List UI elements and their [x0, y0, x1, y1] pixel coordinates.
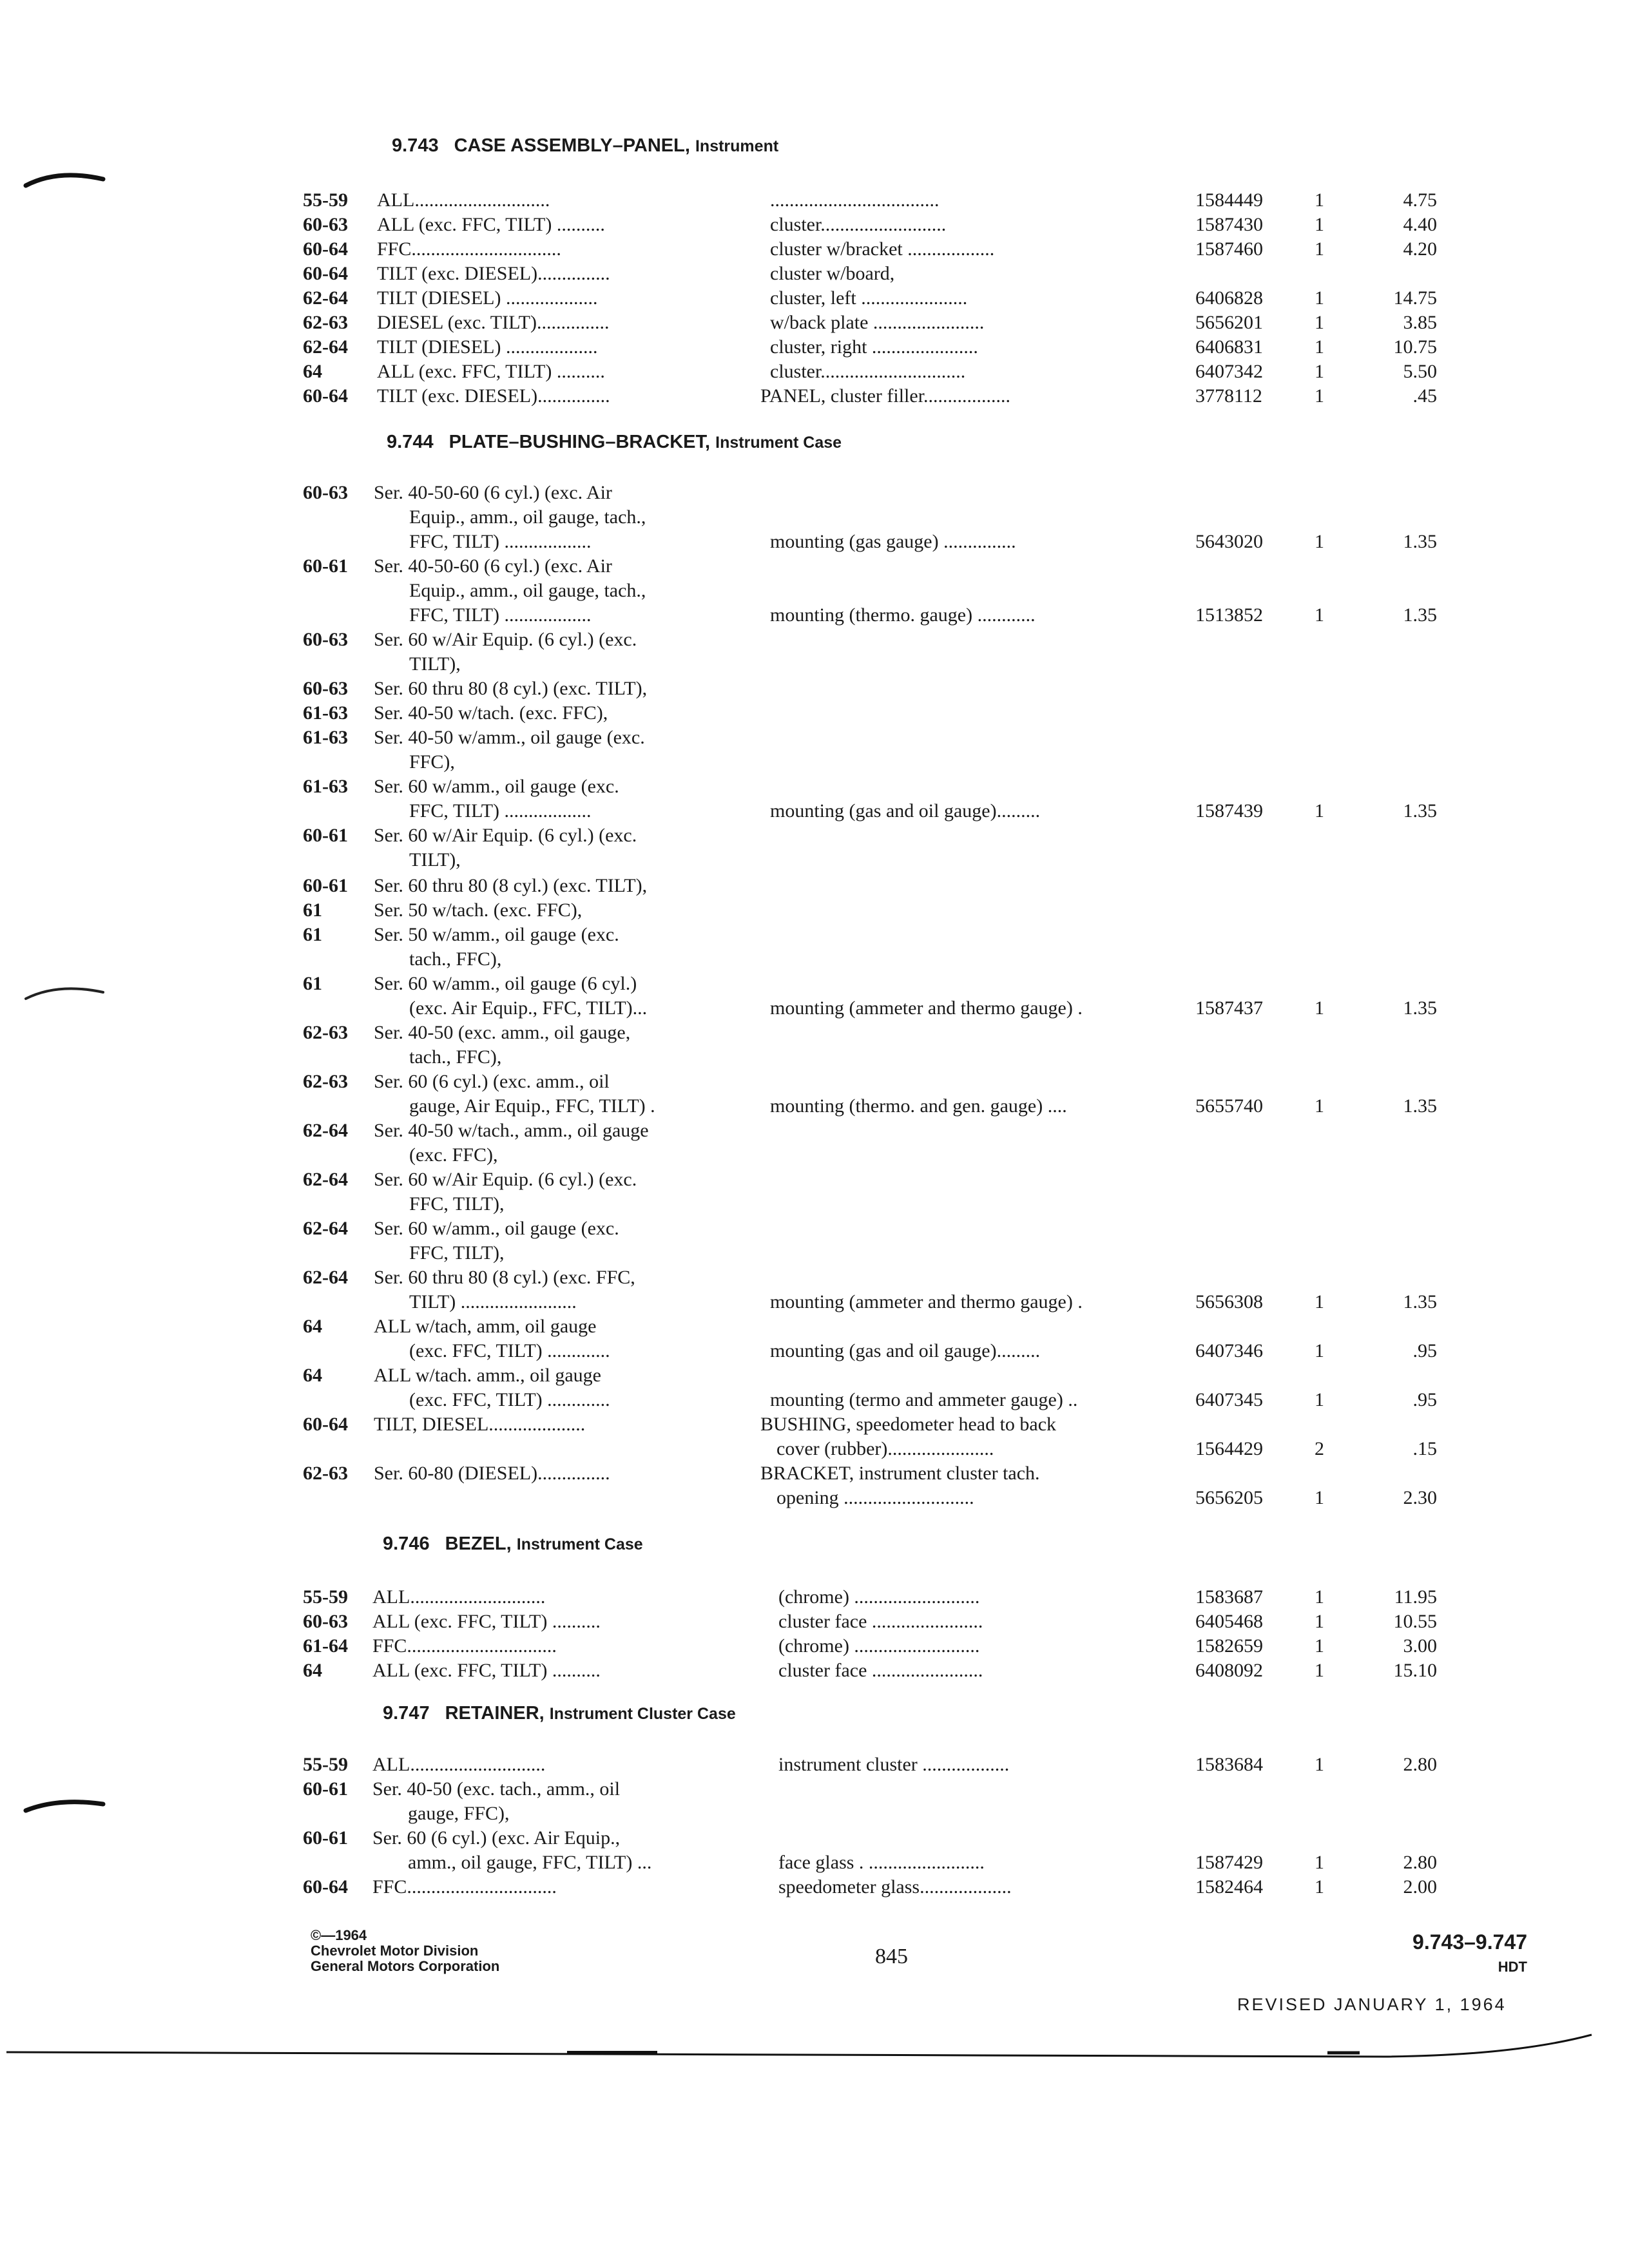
model-years: 62-64 — [303, 1120, 348, 1141]
application: Ser. 60 w/amm., oil gauge (exc. — [374, 1218, 619, 1239]
part-number: 5656308 — [1195, 1291, 1263, 1312]
quantity: 1 — [1315, 189, 1324, 211]
section-title: PLATE–BUSHING–BRACKET, — [448, 432, 711, 452]
application: tach., FFC), — [409, 1046, 502, 1068]
part-description: mounting (gas and oil gauge)......... — [770, 800, 1041, 822]
part-description: BUSHING, speedometer head to back — [760, 1414, 1057, 1435]
part-number: 1564429 — [1195, 1438, 1263, 1459]
model-years: 60-64 — [303, 263, 348, 284]
application: amm., oil gauge, FFC, TILT) ... — [408, 1852, 652, 1873]
section-number: 9.746 — [383, 1533, 430, 1554]
application: Ser. 60 w/amm., oil gauge (exc. — [374, 776, 619, 797]
price: 3.00 — [1403, 1635, 1437, 1657]
part-description: mounting (thermo. and gen. gauge) .... — [770, 1095, 1067, 1117]
application: TILT), — [409, 849, 461, 870]
application: TILT (DIESEL) ................... — [377, 336, 598, 358]
part-description: cluster, left ...................... — [770, 287, 968, 309]
application: ALL (exc. FFC, TILT) .......... — [377, 361, 605, 382]
price: 2.30 — [1403, 1487, 1437, 1508]
price: 3.85 — [1403, 312, 1437, 333]
part-description: cluster w/board, — [770, 263, 895, 284]
part-number: 6407345 — [1195, 1389, 1263, 1410]
application: ALL w/tach. amm., oil gauge — [374, 1365, 601, 1386]
section-number: 9.743 — [392, 135, 439, 156]
part-description: ................................... — [770, 189, 940, 211]
application: ALL............................ — [372, 1586, 546, 1608]
application: (exc. FFC), — [409, 1144, 498, 1166]
application: Ser. 60 thru 80 (8 cyl.) (exc. TILT), — [374, 875, 648, 896]
model-years: 60-61 — [303, 875, 348, 896]
application: TILT (exc. DIESEL)............... — [377, 263, 610, 284]
part-number: 1587460 — [1195, 238, 1263, 260]
quantity: 1 — [1315, 1635, 1324, 1657]
margin-punch-mark — [26, 175, 103, 186]
part-description: mounting (termo and ammeter gauge) .. — [770, 1389, 1078, 1410]
page-number: 845 — [875, 1945, 908, 1968]
model-years: 60-64 — [303, 1414, 348, 1435]
price: 2.80 — [1403, 1754, 1437, 1775]
application: DIESEL (exc. TILT)............... — [377, 312, 610, 333]
application: FFC............................... — [372, 1635, 557, 1657]
model-years: 60-64 — [303, 238, 348, 260]
price: 14.75 — [1393, 287, 1437, 309]
price: 10.55 — [1393, 1611, 1437, 1632]
part-number: 6406831 — [1195, 336, 1263, 358]
quantity: 1 — [1315, 531, 1324, 552]
application: Ser. 40-50 w/tach., amm., oil gauge — [374, 1120, 649, 1141]
part-description: cluster, right ...................... — [770, 336, 978, 358]
part-number: 6406828 — [1195, 287, 1263, 309]
quantity: 1 — [1315, 336, 1324, 358]
model-years: 60-63 — [303, 629, 348, 650]
application: Ser. 40-50 w/amm., oil gauge (exc. — [374, 727, 645, 748]
application: ALL (exc. FFC, TILT) .......... — [372, 1611, 601, 1632]
application: FFC, TILT) .................. — [409, 800, 592, 822]
model-years: 64 — [303, 1660, 322, 1681]
quantity: 1 — [1315, 1852, 1324, 1873]
application: Ser. 60 w/Air Equip. (6 cyl.) (exc. — [374, 1169, 637, 1190]
section-subtitle: Instrument — [695, 137, 779, 155]
section-title: RETAINER, — [445, 1703, 545, 1724]
part-description: PANEL, cluster filler.................. — [760, 385, 1011, 407]
part-number: 1587429 — [1195, 1852, 1263, 1873]
application: ALL (exc. FFC, TILT) .......... — [377, 214, 605, 235]
section-number: 9.744 — [387, 432, 434, 452]
model-years: 64 — [303, 1365, 322, 1386]
part-description: (chrome) .......................... — [778, 1586, 980, 1608]
application: gauge, Air Equip., FFC, TILT) . — [409, 1095, 655, 1117]
part-number: 5655740 — [1195, 1095, 1263, 1117]
part-number: 1587439 — [1195, 800, 1263, 822]
part-description: mounting (ammeter and thermo gauge) . — [770, 1291, 1083, 1312]
part-number: 6407346 — [1195, 1340, 1263, 1361]
price: .95 — [1412, 1340, 1437, 1361]
part-number: 1582659 — [1195, 1635, 1263, 1657]
quantity: 1 — [1315, 1611, 1324, 1632]
model-years: 55-59 — [303, 1754, 348, 1775]
section-title: CASE ASSEMBLY–PANEL, — [454, 135, 690, 156]
application: FFC, TILT) .................. — [409, 604, 592, 626]
division-name: Chevrolet Motor Division — [311, 1943, 479, 1959]
price: .45 — [1412, 385, 1437, 407]
quantity: 1 — [1315, 1389, 1324, 1410]
part-number: 1583687 — [1195, 1586, 1263, 1608]
model-years: 62-64 — [303, 1218, 348, 1239]
application: FFC, TILT), — [409, 1242, 505, 1264]
part-number: 1582464 — [1195, 1876, 1263, 1898]
model-years: 60-63 — [303, 482, 348, 503]
quantity: 1 — [1315, 1876, 1324, 1898]
part-number: 1513852 — [1195, 604, 1263, 626]
application: TILT (DIESEL) ................... — [377, 287, 598, 309]
part-number: 1587430 — [1195, 214, 1263, 235]
application: TILT, DIESEL.................... — [374, 1414, 586, 1435]
price: 4.20 — [1403, 238, 1437, 260]
model-years: 61 — [303, 924, 322, 945]
price: 1.35 — [1403, 531, 1437, 552]
application: (exc. FFC, TILT) ............. — [409, 1389, 610, 1410]
quantity: 1 — [1315, 214, 1324, 235]
margin-punch-mark — [26, 1802, 103, 1811]
application: (exc. Air Equip., FFC, TILT)... — [409, 997, 648, 1019]
price: 5.50 — [1403, 361, 1437, 382]
model-years: 62-63 — [303, 312, 348, 333]
part-description: face glass . ........................ — [778, 1852, 985, 1873]
quantity: 1 — [1315, 1340, 1324, 1361]
quantity: 1 — [1315, 238, 1324, 260]
part-number: 5656201 — [1195, 312, 1263, 333]
part-number: 6408092 — [1195, 1660, 1263, 1681]
quantity: 1 — [1315, 800, 1324, 822]
quantity: 1 — [1315, 1487, 1324, 1508]
quantity: 1 — [1315, 1095, 1324, 1117]
price: 1.35 — [1403, 800, 1437, 822]
model-years: 55-59 — [303, 189, 348, 211]
price: 4.75 — [1403, 189, 1437, 211]
application: Ser. 40-50 (exc. tach., amm., oil — [372, 1778, 621, 1800]
part-number: 1583684 — [1195, 1754, 1263, 1775]
quantity: 1 — [1315, 287, 1324, 309]
application: Ser. 40-50 (exc. amm., oil gauge, — [374, 1022, 631, 1043]
price: 1.35 — [1403, 1095, 1437, 1117]
part-description: instrument cluster .................. — [778, 1754, 1010, 1775]
application: FFC............................... — [377, 238, 561, 260]
model-years: 62-64 — [303, 1169, 348, 1190]
price: .95 — [1412, 1389, 1437, 1410]
model-years: 60-64 — [303, 1876, 348, 1898]
model-years: 61-63 — [303, 776, 348, 797]
part-description: mounting (gas gauge) ............... — [770, 531, 1016, 552]
price: 1.35 — [1403, 1291, 1437, 1312]
application: Ser. 40-50-60 (6 cyl.) (exc. Air — [374, 482, 612, 503]
quantity: 1 — [1315, 1660, 1324, 1681]
price: 1.35 — [1403, 604, 1437, 626]
application: Ser. 60 w/Air Equip. (6 cyl.) (exc. — [374, 825, 637, 846]
part-description: cluster face ....................... — [778, 1660, 983, 1681]
model-years: 62-63 — [303, 1022, 348, 1043]
application: Ser. 40-50-60 (6 cyl.) (exc. Air — [374, 555, 612, 577]
part-number: 3778112 — [1195, 385, 1262, 407]
part-description: cluster face ....................... — [778, 1611, 983, 1632]
part-number: 6407342 — [1195, 361, 1263, 382]
application: Ser. 40-50 w/tach. (exc. FFC), — [374, 702, 608, 724]
application: Ser. 60 (6 cyl.) (exc. amm., oil — [374, 1071, 610, 1092]
model-years: 60-61 — [303, 825, 348, 846]
application: Ser. 50 w/amm., oil gauge (exc. — [374, 924, 619, 945]
application: tach., FFC), — [409, 948, 502, 970]
quantity: 1 — [1315, 312, 1324, 333]
revision-date: REVISED JANUARY 1, 1964 — [1237, 1995, 1507, 2014]
margin-punch-mark — [26, 988, 103, 999]
model-years: 61-64 — [303, 1635, 348, 1657]
copyright: ©—1964 — [311, 1927, 367, 1943]
model-years: 61-63 — [303, 702, 348, 724]
part-description: w/back plate ....................... — [770, 312, 985, 333]
price: 10.75 — [1393, 336, 1437, 358]
model-years: 61 — [303, 899, 322, 921]
part-number: 1584449 — [1195, 189, 1263, 211]
quantity: 1 — [1315, 385, 1324, 407]
application: (exc. FFC, TILT) ............. — [409, 1340, 610, 1361]
section-subtitle: Instrument Case — [516, 1535, 643, 1553]
application: FFC), — [409, 751, 455, 773]
quantity: 1 — [1315, 1291, 1324, 1312]
price: .15 — [1412, 1438, 1437, 1459]
section-subtitle: Instrument Cluster Case — [549, 1705, 736, 1723]
part-description: (chrome) .......................... — [778, 1635, 980, 1657]
part-description: mounting (gas and oil gauge)......... — [770, 1340, 1041, 1361]
model-years: 64 — [303, 1316, 322, 1337]
application: Equip., amm., oil gauge, tach., — [409, 580, 646, 601]
quantity: 1 — [1315, 997, 1324, 1019]
part-description: cover (rubber)...................... — [776, 1438, 994, 1459]
quantity: 1 — [1315, 361, 1324, 382]
application: Ser. 50 w/tach. (exc. FFC), — [374, 899, 583, 921]
section-subtitle: Instrument Case — [715, 434, 842, 452]
part-number: 6405468 — [1195, 1611, 1263, 1632]
part-description: mounting (ammeter and thermo gauge) . — [770, 997, 1083, 1019]
price: 4.40 — [1403, 214, 1437, 235]
application: ALL (exc. FFC, TILT) .......... — [372, 1660, 601, 1681]
catalog-code: HDT — [1498, 1959, 1527, 1975]
application: Ser. 60 (6 cyl.) (exc. Air Equip., — [372, 1827, 621, 1849]
application: Equip., amm., oil gauge, tach., — [409, 506, 646, 528]
model-years: 60-63 — [303, 1611, 348, 1632]
part-description: cluster.......................... — [770, 214, 947, 235]
part-number: 5643020 — [1195, 531, 1263, 552]
application: ALL............................ — [377, 189, 550, 211]
application: gauge, FFC), — [408, 1803, 510, 1824]
model-years: 62-63 — [303, 1463, 348, 1484]
model-years: 64 — [303, 361, 322, 382]
part-description: mounting (thermo. gauge) ............ — [770, 604, 1036, 626]
price: 2.80 — [1403, 1852, 1437, 1873]
part-description: BRACKET, instrument cluster tach. — [760, 1463, 1040, 1484]
part-description: opening ........................... — [776, 1487, 974, 1508]
model-years: 61-63 — [303, 727, 348, 748]
application: FFC, TILT), — [409, 1193, 505, 1215]
section-range: 9.743–9.747 — [1412, 1930, 1527, 1954]
model-years: 60-63 — [303, 678, 348, 699]
model-years: 62-63 — [303, 1071, 348, 1092]
application: TILT), — [409, 653, 461, 675]
corporation-name: General Motors Corporation — [311, 1958, 500, 1974]
model-years: 60-61 — [303, 555, 348, 577]
model-years: 60-63 — [303, 214, 348, 235]
quantity: 1 — [1315, 1586, 1324, 1608]
quantity: 1 — [1315, 604, 1324, 626]
model-years: 55-59 — [303, 1586, 348, 1608]
price: 2.00 — [1403, 1876, 1437, 1898]
quantity: 2 — [1315, 1438, 1324, 1459]
model-years: 62-64 — [303, 336, 348, 358]
price: 1.35 — [1403, 997, 1437, 1019]
application: Ser. 60 w/Air Equip. (6 cyl.) (exc. — [374, 629, 637, 650]
application: ALL w/tach, amm, oil gauge — [374, 1316, 597, 1337]
part-number: 1587437 — [1195, 997, 1263, 1019]
model-years: 60-61 — [303, 1827, 348, 1849]
price: 15.10 — [1393, 1660, 1437, 1681]
application: Ser. 60-80 (DIESEL)............... — [374, 1463, 610, 1484]
part-number: 5656205 — [1195, 1487, 1263, 1508]
section-number: 9.747 — [383, 1703, 430, 1724]
part-description: speedometer glass................... — [778, 1876, 1012, 1898]
model-years: 60-64 — [303, 385, 348, 407]
model-years: 62-64 — [303, 287, 348, 309]
part-description: cluster w/bracket .................. — [770, 238, 995, 260]
application: FFC, TILT) .................. — [409, 531, 592, 552]
model-years: 60-61 — [303, 1778, 348, 1800]
application: ALL............................ — [372, 1754, 546, 1775]
quantity: 1 — [1315, 1754, 1324, 1775]
price: 11.95 — [1394, 1586, 1437, 1608]
section-title: BEZEL, — [445, 1533, 512, 1554]
application: FFC............................... — [372, 1876, 557, 1898]
model-years: 61 — [303, 973, 322, 994]
model-years: 62-64 — [303, 1267, 348, 1288]
application: Ser. 60 w/amm., oil gauge (6 cyl.) — [374, 973, 637, 994]
part-description: cluster.............................. — [770, 361, 966, 382]
application: TILT (exc. DIESEL)............... — [377, 385, 610, 407]
application: TILT) ........................ — [409, 1291, 577, 1312]
application: Ser. 60 thru 80 (8 cyl.) (exc. TILT), — [374, 678, 648, 699]
application: Ser. 60 thru 80 (8 cyl.) (exc. FFC, — [374, 1267, 635, 1288]
